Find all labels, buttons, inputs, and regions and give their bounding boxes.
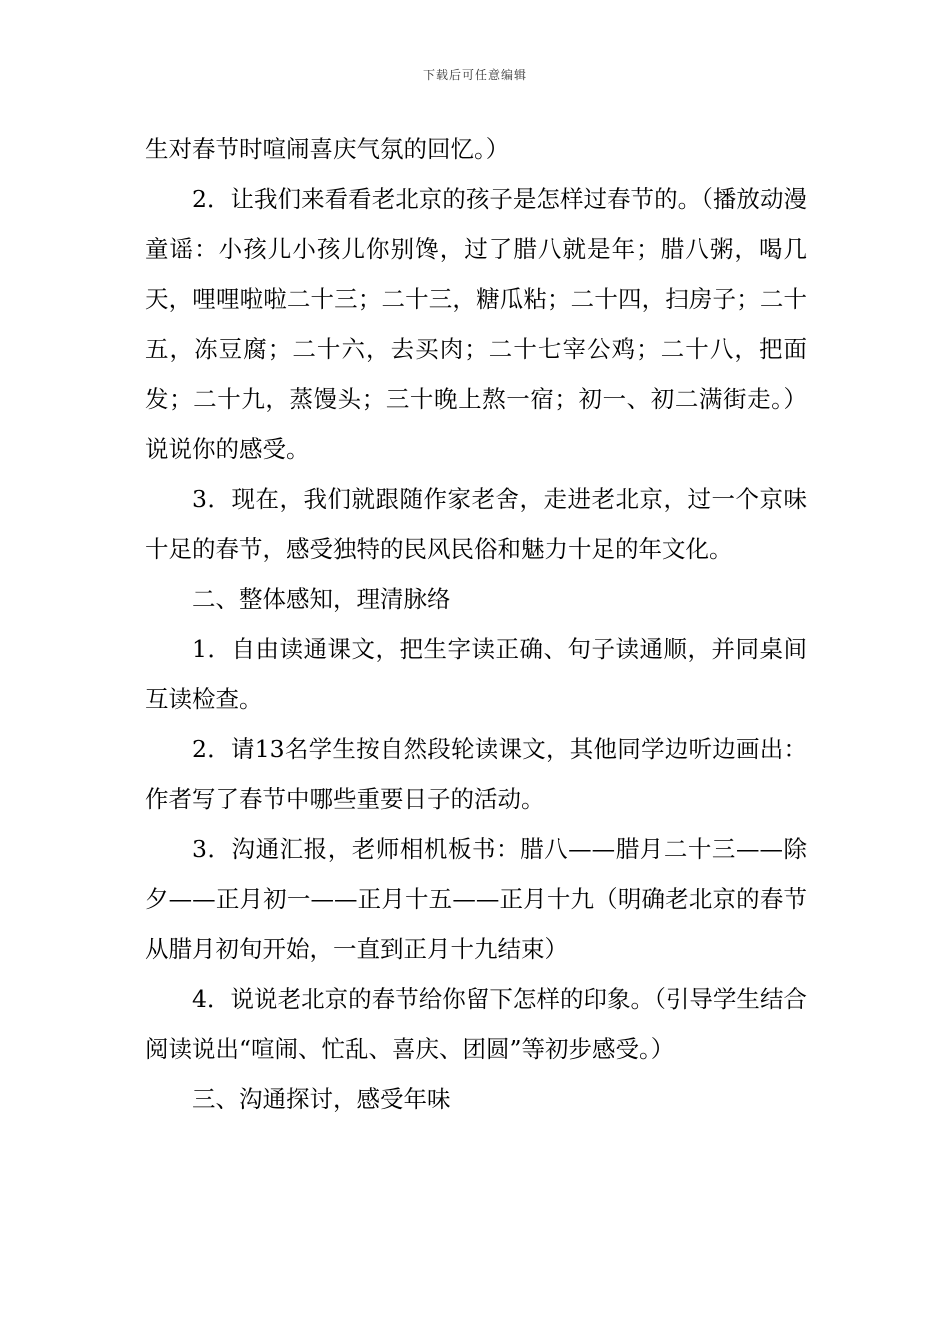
page-header: 下载后可任意编辑 [422,68,527,82]
paragraph-1: 生对春节时喧闹喜庆气氛的回忆。） [145,135,510,163]
paragraph-7: 3．沟通汇报，老师相机板书：腊八——腊月二十三——除夕——正月初一——正月十五——正月十九（明确老北京的春节从腊月初旬开始，一直到正月十九结束） [145,835,807,963]
paragraph-5: 1．自由读通课文，把生字读正确、句子读通顺，并同桌间互读检查。 [145,635,807,713]
document-body [145,124,807,1124]
section-heading-2: 二、整体感知，理清脉络 [192,585,451,613]
section-heading-3: 三、沟通探讨，感受年味 [192,1085,451,1113]
paragraph-6: 2．请13名学生按自然段轮读课文，其他同学边听边画出：作者写了春节中哪些重要日子的活动。 [145,735,807,813]
paragraph-2: 2．让我们来看看老北京的孩子是怎样过春节的。（播放动漫童谣：小孩儿小孩儿你别馋，过了腊八就是年；腊八粥，喝几天，哩哩啦啦二十三；二十三，糖瓜粘；二十四，扫房子；二十五，冻豆腐；二十六，去买肉；二十七宰公鸡；二十八，把面发；二十九，蒸馒头；三十晚上熬一宿；初一、初二满街走。）说说你的感受。 [145,185,807,463]
paragraph-3: 3．现在，我们就跟随作家老舍，走进老北京，过一个京味十足的春节，感受独特的民风民俗和魅力十足的年文化。 [145,485,807,563]
paragraph-8: 4．说说老北京的春节给你留下怎样的印象。（引导学生结合阅读说出“喧闹、忙乱、喜庆、团圆”等初步感受。） [145,985,807,1063]
